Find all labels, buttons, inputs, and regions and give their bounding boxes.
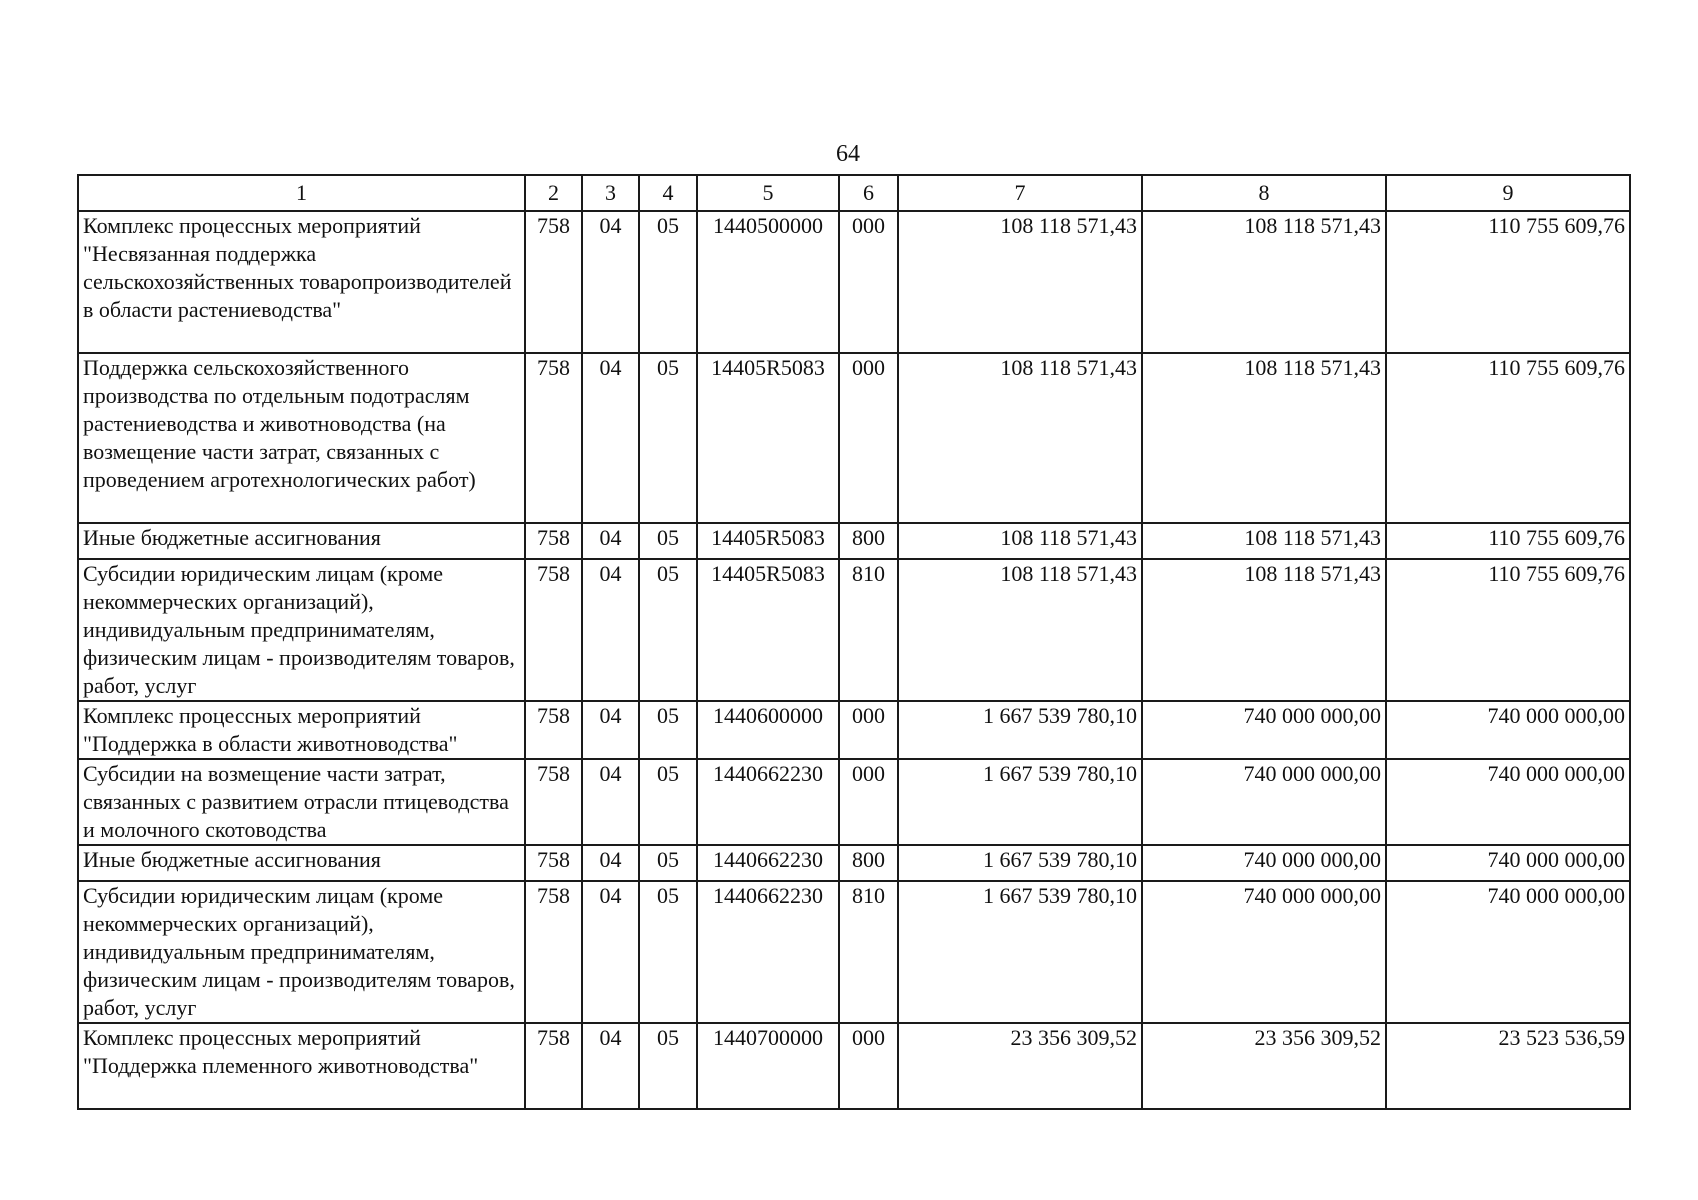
code-subsection: 05 [639, 523, 697, 559]
code-target: 1440662230 [697, 845, 839, 881]
code-expense-type: 000 [839, 701, 898, 759]
amount-col7: 108 118 571,43 [898, 523, 1142, 559]
amount-col7: 108 118 571,43 [898, 559, 1142, 701]
code-subsection: 05 [639, 211, 697, 353]
code-admin: 758 [525, 559, 582, 701]
amount-col8: 740 000 000,00 [1142, 759, 1386, 845]
code-expense-type: 800 [839, 523, 898, 559]
table-row [78, 845, 1630, 881]
code-section: 04 [582, 523, 639, 559]
amount-col9: 110 755 609,76 [1386, 559, 1630, 701]
table-row [78, 759, 1630, 845]
amount-col8: 23 356 309,52 [1142, 1023, 1386, 1109]
table-body [78, 211, 1630, 1109]
code-expense-type: 810 [839, 881, 898, 1023]
code-subsection: 05 [639, 845, 697, 881]
table-row [78, 353, 1630, 523]
amount-col8: 740 000 000,00 [1142, 845, 1386, 881]
code-admin: 758 [525, 881, 582, 1023]
code-subsection: 05 [639, 881, 697, 1023]
code-target: 1440662230 [697, 881, 839, 1023]
row-name: Комплекс процессных мероприятий "Поддержка в области животноводства" [78, 701, 525, 759]
amount-col9: 740 000 000,00 [1386, 701, 1630, 759]
code-target: 14405R5083 [697, 353, 839, 523]
code-target: 1440500000 [697, 211, 839, 353]
amount-col9: 740 000 000,00 [1386, 759, 1630, 845]
code-subsection: 05 [639, 1023, 697, 1109]
code-section: 04 [582, 559, 639, 701]
code-admin: 758 [525, 845, 582, 881]
code-admin: 758 [525, 353, 582, 523]
amount-col7: 1 667 539 780,10 [898, 881, 1142, 1023]
row-name: Субсидии юридическим лицам (кроме некоммерческих организаций), индивидуальным предпринимателям, физическим лицам - производителям товаров, работ, услуг [78, 881, 525, 1023]
row-name: Субсидии на возмещение части затрат, связанных с развитием отрасли птицеводства и молочного скотоводства [78, 759, 525, 845]
column-header: 3 [582, 175, 639, 211]
amount-col9: 23 523 536,59 [1386, 1023, 1630, 1109]
column-header: 4 [639, 175, 697, 211]
amount-col9: 110 755 609,76 [1386, 211, 1630, 353]
code-subsection: 05 [639, 701, 697, 759]
code-target: 14405R5083 [697, 559, 839, 701]
code-admin: 758 [525, 759, 582, 845]
row-name: Иные бюджетные ассигнования [78, 523, 525, 559]
code-expense-type: 000 [839, 759, 898, 845]
code-section: 04 [582, 1023, 639, 1109]
row-name: Иные бюджетные ассигнования [78, 845, 525, 881]
amount-col9: 740 000 000,00 [1386, 845, 1630, 881]
code-target: 1440662230 [697, 759, 839, 845]
amount-col7: 1 667 539 780,10 [898, 701, 1142, 759]
code-expense-type: 810 [839, 559, 898, 701]
code-section: 04 [582, 353, 639, 523]
amount-col9: 110 755 609,76 [1386, 353, 1630, 523]
amount-col7: 108 118 571,43 [898, 353, 1142, 523]
code-section: 04 [582, 701, 639, 759]
column-header: 2 [525, 175, 582, 211]
code-subsection: 05 [639, 759, 697, 845]
code-target: 1440700000 [697, 1023, 839, 1109]
amount-col8: 108 118 571,43 [1142, 523, 1386, 559]
column-header: 1 [78, 175, 525, 211]
amount-col7: 1 667 539 780,10 [898, 845, 1142, 881]
header-row [78, 175, 1630, 211]
table-row [78, 881, 1630, 1023]
column-header: 7 [898, 175, 1142, 211]
code-target: 1440600000 [697, 701, 839, 759]
code-target: 14405R5083 [697, 523, 839, 559]
code-admin: 758 [525, 211, 582, 353]
row-name: Комплекс процессных мероприятий "Несвязанная поддержка сельскохозяйственных товаропроизводителей в области растениеводства" [78, 211, 525, 353]
code-section: 04 [582, 845, 639, 881]
page-number: 64 [836, 141, 860, 167]
table-row [78, 523, 1630, 559]
row-name: Поддержка сельскохозяйственного производства по отдельным подотраслям растениеводства и животноводства (на возмещение части затрат, связанных с проведением агротехнологических работ) [78, 353, 525, 523]
amount-col8: 108 118 571,43 [1142, 211, 1386, 353]
code-section: 04 [582, 759, 639, 845]
table-row [78, 211, 1630, 353]
code-expense-type: 800 [839, 845, 898, 881]
code-section: 04 [582, 211, 639, 353]
amount-col9: 740 000 000,00 [1386, 881, 1630, 1023]
code-admin: 758 [525, 523, 582, 559]
table-row [78, 701, 1630, 759]
code-subsection: 05 [639, 559, 697, 701]
amount-col8: 108 118 571,43 [1142, 559, 1386, 701]
code-subsection: 05 [639, 353, 697, 523]
amount-col8: 740 000 000,00 [1142, 881, 1386, 1023]
table-row [78, 1023, 1630, 1109]
amount-col7: 23 356 309,52 [898, 1023, 1142, 1109]
column-header: 5 [697, 175, 839, 211]
code-admin: 758 [525, 1023, 582, 1109]
amount-col8: 740 000 000,00 [1142, 701, 1386, 759]
code-admin: 758 [525, 701, 582, 759]
budget-table [77, 174, 1631, 1110]
amount-col9: 110 755 609,76 [1386, 523, 1630, 559]
code-expense-type: 000 [839, 353, 898, 523]
table-row [78, 559, 1630, 701]
amount-col7: 1 667 539 780,10 [898, 759, 1142, 845]
amount-col7: 108 118 571,43 [898, 211, 1142, 353]
code-section: 04 [582, 881, 639, 1023]
code-expense-type: 000 [839, 211, 898, 353]
column-header: 8 [1142, 175, 1386, 211]
amount-col8: 108 118 571,43 [1142, 353, 1386, 523]
code-expense-type: 000 [839, 1023, 898, 1109]
column-header: 9 [1386, 175, 1630, 211]
row-name: Субсидии юридическим лицам (кроме некоммерческих организаций), индивидуальным предпринимателям, физическим лицам - производителям товаров, работ, услуг [78, 559, 525, 701]
table-header [78, 175, 1630, 211]
row-name: Комплекс процессных мероприятий "Поддержка племенного животноводства" [78, 1023, 525, 1109]
column-header: 6 [839, 175, 898, 211]
